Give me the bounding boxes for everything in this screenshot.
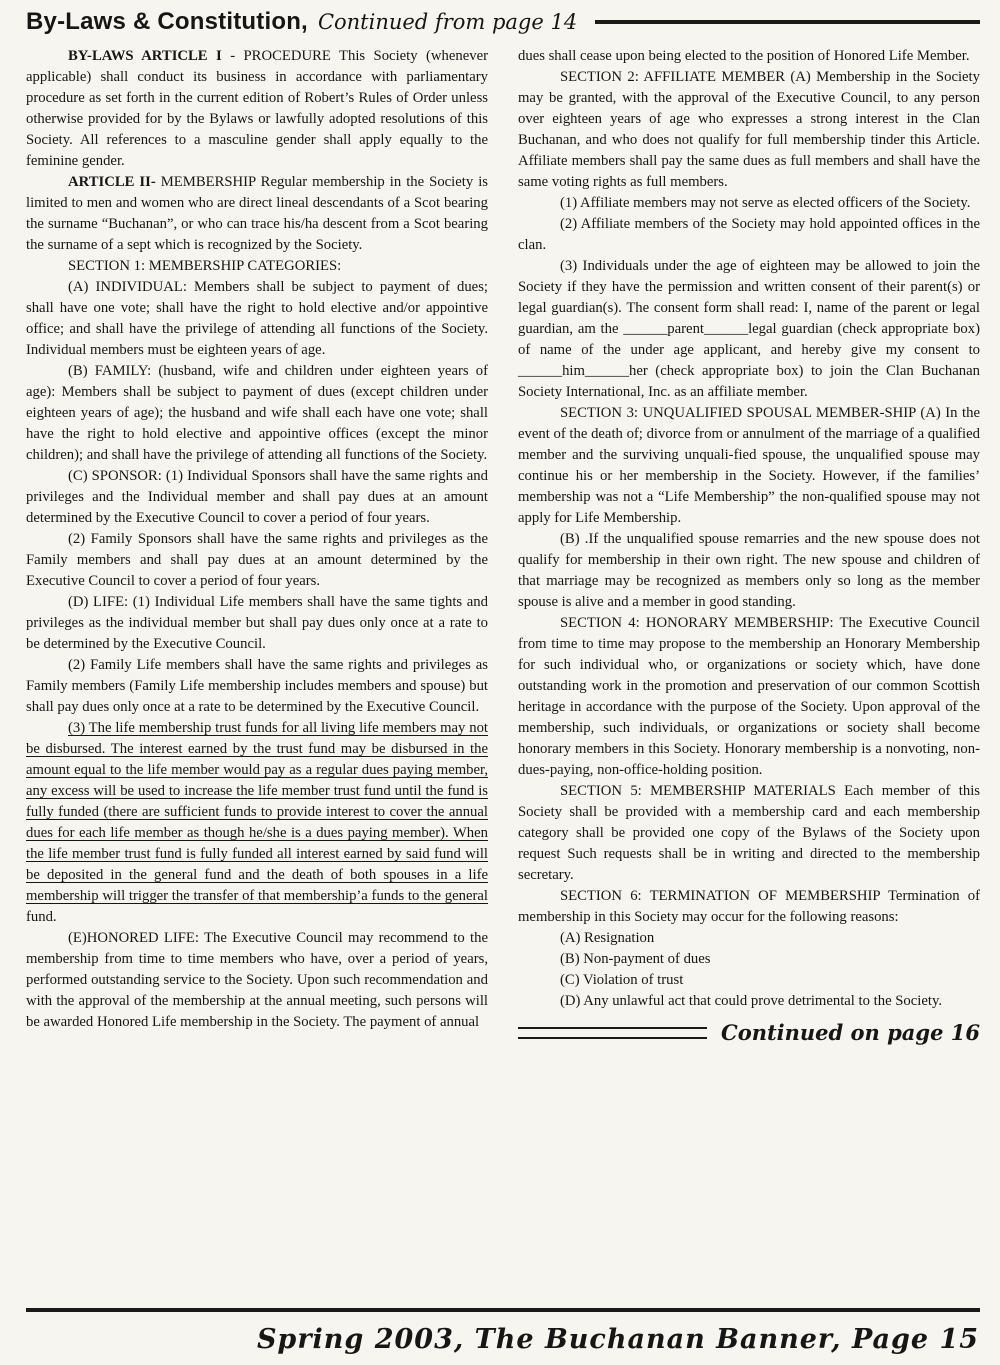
- paragraph: (A) Resignation: [560, 930, 655, 946]
- page-header: [26, 8, 980, 36]
- header-rule: [595, 20, 980, 24]
- continued-on-rules: [518, 1027, 707, 1039]
- paragraph: ARTICLE II- MEMBERSHIP Regular membership in the Society is limited to men and women who are direct lineal descendants of a Scot bearing the surname “Buchanan”, or who can trace his/ha descent from a Scot bearing the surname of a sept which is recognized by the Society.: [26, 174, 488, 253]
- paragraph: (2) Family Sponsors shall have the same rights and privileges as the Family members and shall pay dues at an amount determined by the Executive Council to cover a period of four years.: [26, 531, 488, 589]
- left-column: [26, 46, 488, 1300]
- paragraph-lead: BY-LAWS ARTICLE I: [68, 48, 222, 64]
- continued-on-line: [518, 1022, 980, 1043]
- paragraph: (D) Any unlawful act that could prove detrimental to the Society.: [560, 993, 943, 1009]
- paragraph: SECTION 5: MEMBERSHIP MATERIALS Each member of this Society shall be provided with a membership card and each membership category shall be provided one copy of the Bylaws of the Society upon request Such requests shall be in writing and directed to the membership secretary.: [518, 783, 980, 883]
- paragraph: SECTION 4: HONORARY MEMBERSHIP: The Executive Council from time to time may propose to the membership an Honorary Membership for such individual who, or organizations or society which, have done outstanding work in the promotion and preservation of our common Scottish heritage in accordance with the purpose of the Society. Upon approval of the membership, such individuals, or organizations or society shall become honorary members in this Society. Honorary membership is a nonvoting, non-dues-paying, non-office-holding position.: [518, 615, 980, 778]
- paragraph: dues shall cease upon being elected to the position of Honored Life Member.: [518, 48, 970, 64]
- continued-on-text: Continued on page 16: [720, 1020, 980, 1045]
- article-title: By-Laws & Constitution,: [26, 8, 308, 35]
- underlined-text: (3) The life membership trust funds for all living life members may not be disbursed. The interest earned by the trust fund may be disbursed in the amount equal to the life member would pay as a regular dues paying member, any excess will be used to increase the life member trust fund until the fund is fully funded (there are sufficient funds to provide interest to cover the annual dues for each life member as though he/she is a dues paying member). When the life member trust fund is fully funded all interest earned by said fund will be deposited in the general fund and the death of both spouses in a life membership will trigger the transfer of that membership’a funds to the general: [26, 720, 488, 904]
- paragraph: (B) .If the unqualified spouse remarries and the new spouse does not qualify for membership in their own right. The new spouse and children of that marriage may be recognized as members only so long as the member spouse is alive and a member in good standing.: [518, 531, 980, 610]
- paragraph: (E)HONORED LIFE: The Executive Council may recommend to the membership from time to time members who have, over a period of years, performed outstanding service to the Society. Upon such recommendation and with the approval of the membership at the annual meeting, such persons will be awarded Honored Life membership in the Society. The payment of annual: [26, 930, 488, 1030]
- paragraph: (B) FAMILY: (husband, wife and children under eighteen years of age): Members shall be subject to payment of dues (except children under eighteen years of age); the husband and wife shall each have one vote; shall have the right to hold elective and appointive offices (except the minor children); and shall have the privilege of attending all functions of the Society.: [26, 363, 488, 463]
- paragraph: (C) Violation of trust: [560, 972, 684, 988]
- continued-from-note: Continued from page 14: [317, 10, 578, 34]
- paragraph: (C) SPONSOR: (1) Individual Sponsors shall have the same rights and privileges and the Individual member and shall pay dues at an amount determined by the Executive Council to cover a period of four years.: [26, 468, 488, 526]
- paragraph: (A) INDIVIDUAL: Members shall be subject to payment of dues; shall have one vote; shall have the right to hold elective and/or appointive office; and shall have the privilege of attending all functions of the Society. Individual members must be eighteen years of age.: [26, 279, 488, 358]
- paragraph: (D) LIFE: (1) Individual Life members shall have the same tights and privileges as the individual member but shall pay dues only once at a rate to be determined by the Executive Council.: [26, 594, 488, 652]
- paragraph: (B) Non-payment of dues: [560, 951, 711, 967]
- footer-page-line: Spring 2003, The Buchanan Banner, Page 15: [256, 1324, 980, 1355]
- paragraph: SECTION 6: TERMINATION OF MEMBERSHIP Termination of membership in this Society may occur for the following reasons:: [518, 888, 980, 925]
- paragraph: SECTION 3: UNQUALIFIED SPOUSAL MEMBER-SHIP (A) In the event of the death of; divorce from or annulment of the marriage of a qualified member and the surviving unquali-fied spouse, the unqualified spouse may continue his or her membership in the Society. However, if the families’ membership was not a “Life Membership” the non-qualified spouse may not apply for Life Membership.: [518, 405, 980, 526]
- page-footer: [26, 1308, 980, 1365]
- paragraph: (2) Affiliate members of the Society may hold appointed offices in the clan.: [518, 216, 980, 253]
- article-body: [26, 46, 980, 1300]
- paragraph-lead: ARTICLE II-: [68, 174, 156, 190]
- paragraph: BY-LAWS ARTICLE I - PROCEDURE This Society (whenever applicable) shall conduct its business in accordance with parliamentary procedure as set forth in the current edition of Robert’s Rules of Order unless otherwise provided for by the Bylaws or lawfully adopted resolutions of this Society. All references to a masculine gender shall apply equally to the feminine gender.: [26, 48, 489, 169]
- paragraph: (1) Affiliate members may not serve as elected officers of the Society.: [560, 195, 971, 211]
- paragraph: (3) Individuals under the age of eighteen may be allowed to join the Society if they have the permission and written consent of their parent(s) or legal guardian(s). The consent form shall read: I, name of the parent or legal guardian, am the ______parent______legal guardian (check appropriate box) of name of the under age applicant, and hereby give my consent to ______him______her (check appropriate box) to join the Clan Buchanan Society International, Inc. as an affiliate member.: [518, 258, 980, 400]
- paragraph: SECTION 1: MEMBERSHIP CATEGORIES:: [68, 258, 342, 274]
- paragraph: SECTION 2: AFFILIATE MEMBER (A) Membership in the Society may be granted, with the approval of the Executive Council, to any person over eighteen years of age who expresses a strong interest in the Clan Buchanan, and who does not qualify for full membership tinder this Article. Affiliate members shall pay the same dues as full members and shall have the same voting rights as full members.: [518, 69, 980, 190]
- paragraph: (3) The life membership trust funds for all living life members may not be disbursed. The interest earned by the trust fund may be disbursed in the amount equal to the life member would pay as a regular dues paying member, any excess will be used to increase the life member trust fund until the fund is fully funded (there are sufficient funds to provide interest to cover the annual dues for each life member as though he/she is a dues paying member). When the life member trust fund is fully funded all interest earned by said fund will be deposited in the general fund and the death of both spouses in a life membership will trigger the transfer of that membership’a funds to the general fund.: [26, 720, 488, 925]
- right-column: [518, 46, 980, 1300]
- paragraph: (2) Family Life members shall have the same rights and privileges as Family members (Family Life membership includes members and spouse) but shall pay dues only once at a rate to be determined by the Executive Council.: [26, 657, 488, 715]
